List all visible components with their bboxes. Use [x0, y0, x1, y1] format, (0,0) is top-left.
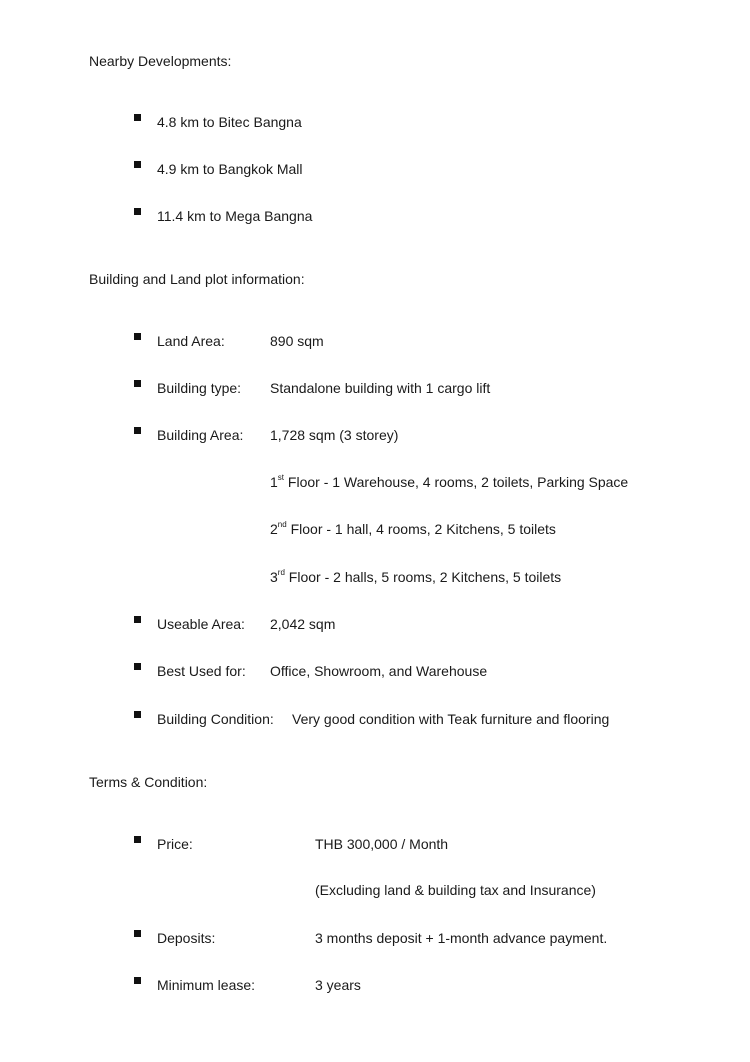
- price-value: THB 300,000 / Month: [315, 836, 449, 852]
- building-area-label: Building Area:: [157, 427, 244, 443]
- nearby-developments-heading: Nearby Developments:: [89, 53, 232, 69]
- nearby-item-bangkok-mall: 4.9 km to Bangkok Mall: [157, 161, 303, 177]
- bullet-icon: [134, 977, 141, 984]
- bullet-icon: [134, 930, 141, 937]
- bullet-icon: [134, 208, 141, 215]
- building-info-heading: Building and Land plot information:: [89, 271, 305, 287]
- minimum-lease-value: 3 years: [315, 977, 361, 993]
- price-label: Price:: [157, 836, 193, 852]
- bullet-icon: [134, 333, 141, 340]
- bullet-icon: [134, 114, 141, 121]
- bullet-icon: [134, 161, 141, 168]
- building-type-value: Standalone building with 1 cargo lift: [270, 380, 491, 396]
- useable-area-label: Useable Area:: [157, 616, 245, 632]
- price-note: (Excluding land & building tax and Insurance): [315, 882, 596, 898]
- best-used-label: Best Used for:: [157, 663, 246, 679]
- building-type-label: Building type:: [157, 380, 242, 396]
- bullet-icon: [134, 380, 141, 387]
- bullet-icon: [134, 836, 141, 843]
- building-condition-label: Building Condition:: [157, 711, 274, 727]
- terms-heading: Terms & Condition:: [89, 774, 208, 790]
- bullet-icon: [134, 616, 141, 623]
- deposits-value: 3 months deposit + 1-month advance payment.: [315, 930, 608, 946]
- deposits-label: Deposits:: [157, 930, 216, 946]
- bullet-icon: [134, 711, 141, 718]
- nearby-item-mega-bangna: 11.4 km to Mega Bangna: [157, 208, 313, 224]
- floor-3-detail: 3rd Floor - 2 halls, 5 rooms, 2 Kitchens, 5 toilets: [270, 568, 562, 585]
- nearby-item-bitec: 4.8 km to Bitec Bangna: [157, 114, 302, 130]
- bullet-icon: [134, 663, 141, 670]
- floor-2-detail: 2nd Floor - 1 hall, 4 rooms, 2 Kitchens, 5 toilets: [270, 520, 556, 537]
- minimum-lease-label: Minimum lease:: [157, 977, 256, 993]
- land-area-label: Land Area:: [157, 333, 225, 349]
- floor-1-detail: 1st Floor - 1 Warehouse, 4 rooms, 2 toilets, Parking Space: [270, 473, 629, 490]
- useable-area-value: 2,042 sqm: [270, 616, 336, 632]
- best-used-value: Office, Showroom, and Warehouse: [270, 663, 488, 679]
- land-area-value: 890 sqm: [270, 333, 324, 349]
- building-condition-value: Very good condition with Teak furniture and flooring: [292, 711, 610, 727]
- building-area-value: 1,728 sqm (3 storey): [270, 427, 399, 443]
- bullet-icon: [134, 427, 141, 434]
